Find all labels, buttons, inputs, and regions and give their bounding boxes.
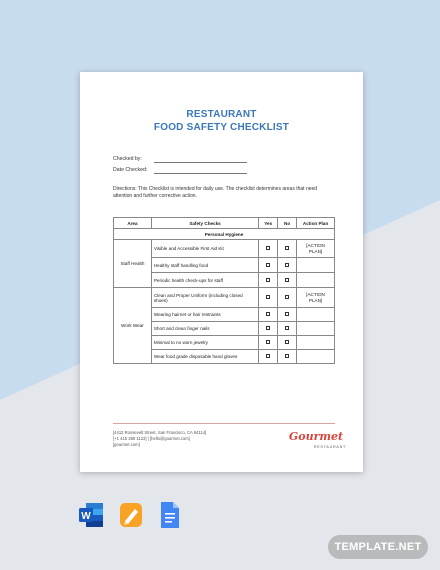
- action-plan-cell: [297, 322, 335, 336]
- document-title-line1: RESTAURANT: [186, 109, 257, 120]
- document-page: [80, 72, 363, 472]
- no-checkbox[interactable]: [285, 246, 289, 250]
- action-plan-cell: [297, 336, 335, 350]
- check-item: Visible and Accessible First Aid Kit: [151, 240, 258, 258]
- header-action-plan: Action Plan: [297, 218, 335, 229]
- yes-checkbox[interactable]: [266, 326, 270, 330]
- header-area: Area: [114, 218, 152, 229]
- template-net-watermark: TEMPLATE.NET: [328, 535, 428, 559]
- yes-checkbox[interactable]: [266, 246, 270, 250]
- word-icon[interactable]: [78, 500, 104, 530]
- date-checked-label: Date Checked:: [113, 167, 148, 173]
- check-item: Wear food grade disposable hand gloves: [151, 350, 258, 364]
- no-checkbox[interactable]: [285, 312, 289, 316]
- gourmet-logo-subtitle: RESTAURANT: [313, 445, 346, 449]
- checked-by-line: [154, 162, 247, 163]
- footer-divider: [113, 423, 335, 424]
- pages-icon[interactable]: [118, 500, 144, 530]
- yes-checkbox[interactable]: [266, 312, 270, 316]
- check-item: Minimal to no worn jewelry: [151, 336, 258, 350]
- action-plan-cell: [ACTION PLAN]: [297, 288, 335, 308]
- document-title-line2: FOOD SAFETY CHECKLIST: [153, 122, 290, 133]
- table-row: [114, 288, 335, 308]
- yes-checkbox[interactable]: [266, 263, 270, 267]
- header-yes: Yes: [259, 218, 278, 229]
- check-item: Periodic health check-ups for staff: [151, 273, 258, 288]
- check-item: Healthy staff handling food: [151, 258, 258, 273]
- no-checkbox[interactable]: [285, 340, 289, 344]
- no-checkbox[interactable]: [285, 278, 289, 282]
- action-plan-cell: [ACTION PLAN]: [297, 240, 335, 258]
- header-no: No: [278, 218, 297, 229]
- no-checkbox[interactable]: [285, 326, 289, 330]
- check-item: Short and clean finger nails: [151, 322, 258, 336]
- directions-text: Directions: This Checklist is intended for daily use. The checklist determines areas that need attention and further corrective action.: [113, 186, 318, 199]
- table-header-row: [114, 218, 335, 229]
- table-row: [114, 240, 335, 258]
- checklist-table: [113, 217, 335, 364]
- date-checked-line: [154, 173, 247, 174]
- action-plan-cell: [297, 308, 335, 322]
- yes-checkbox[interactable]: [266, 340, 270, 344]
- footer-address: [4412 Roosevelt Street, San Francisco, CA 94114]: [113, 430, 207, 435]
- no-checkbox[interactable]: [285, 263, 289, 267]
- check-item: Clean and Proper Uniform (including closed shoes): [151, 288, 258, 308]
- checked-by-label: Checked by:: [113, 156, 142, 162]
- no-checkbox[interactable]: [285, 354, 289, 358]
- section-row: [114, 229, 335, 240]
- header-safety-checks: Safety Checks: [151, 218, 258, 229]
- yes-checkbox[interactable]: [266, 354, 270, 358]
- yes-checkbox[interactable]: [266, 295, 270, 299]
- check-item: Wearing hairnet or hair restraints: [151, 308, 258, 322]
- word-icon-letter: W: [81, 511, 91, 522]
- no-checkbox[interactable]: [285, 295, 289, 299]
- action-plan-cell: [297, 350, 335, 364]
- area-work-wear: Work Wear: [114, 288, 152, 364]
- footer-contact: [+1 415 359 1122] | [hello@gourmet.com]: [113, 436, 190, 441]
- section-personal-hygiene: Personal Hygiene: [114, 229, 335, 240]
- action-plan-cell: [297, 258, 335, 273]
- google-docs-icon[interactable]: [156, 500, 182, 530]
- footer-website: [gourmet.com]: [113, 442, 140, 447]
- action-plan-cell: [297, 273, 335, 288]
- area-staff-health: Staff Health: [114, 240, 152, 288]
- gourmet-logo: Gourmet: [288, 430, 344, 443]
- yes-checkbox[interactable]: [266, 278, 270, 282]
